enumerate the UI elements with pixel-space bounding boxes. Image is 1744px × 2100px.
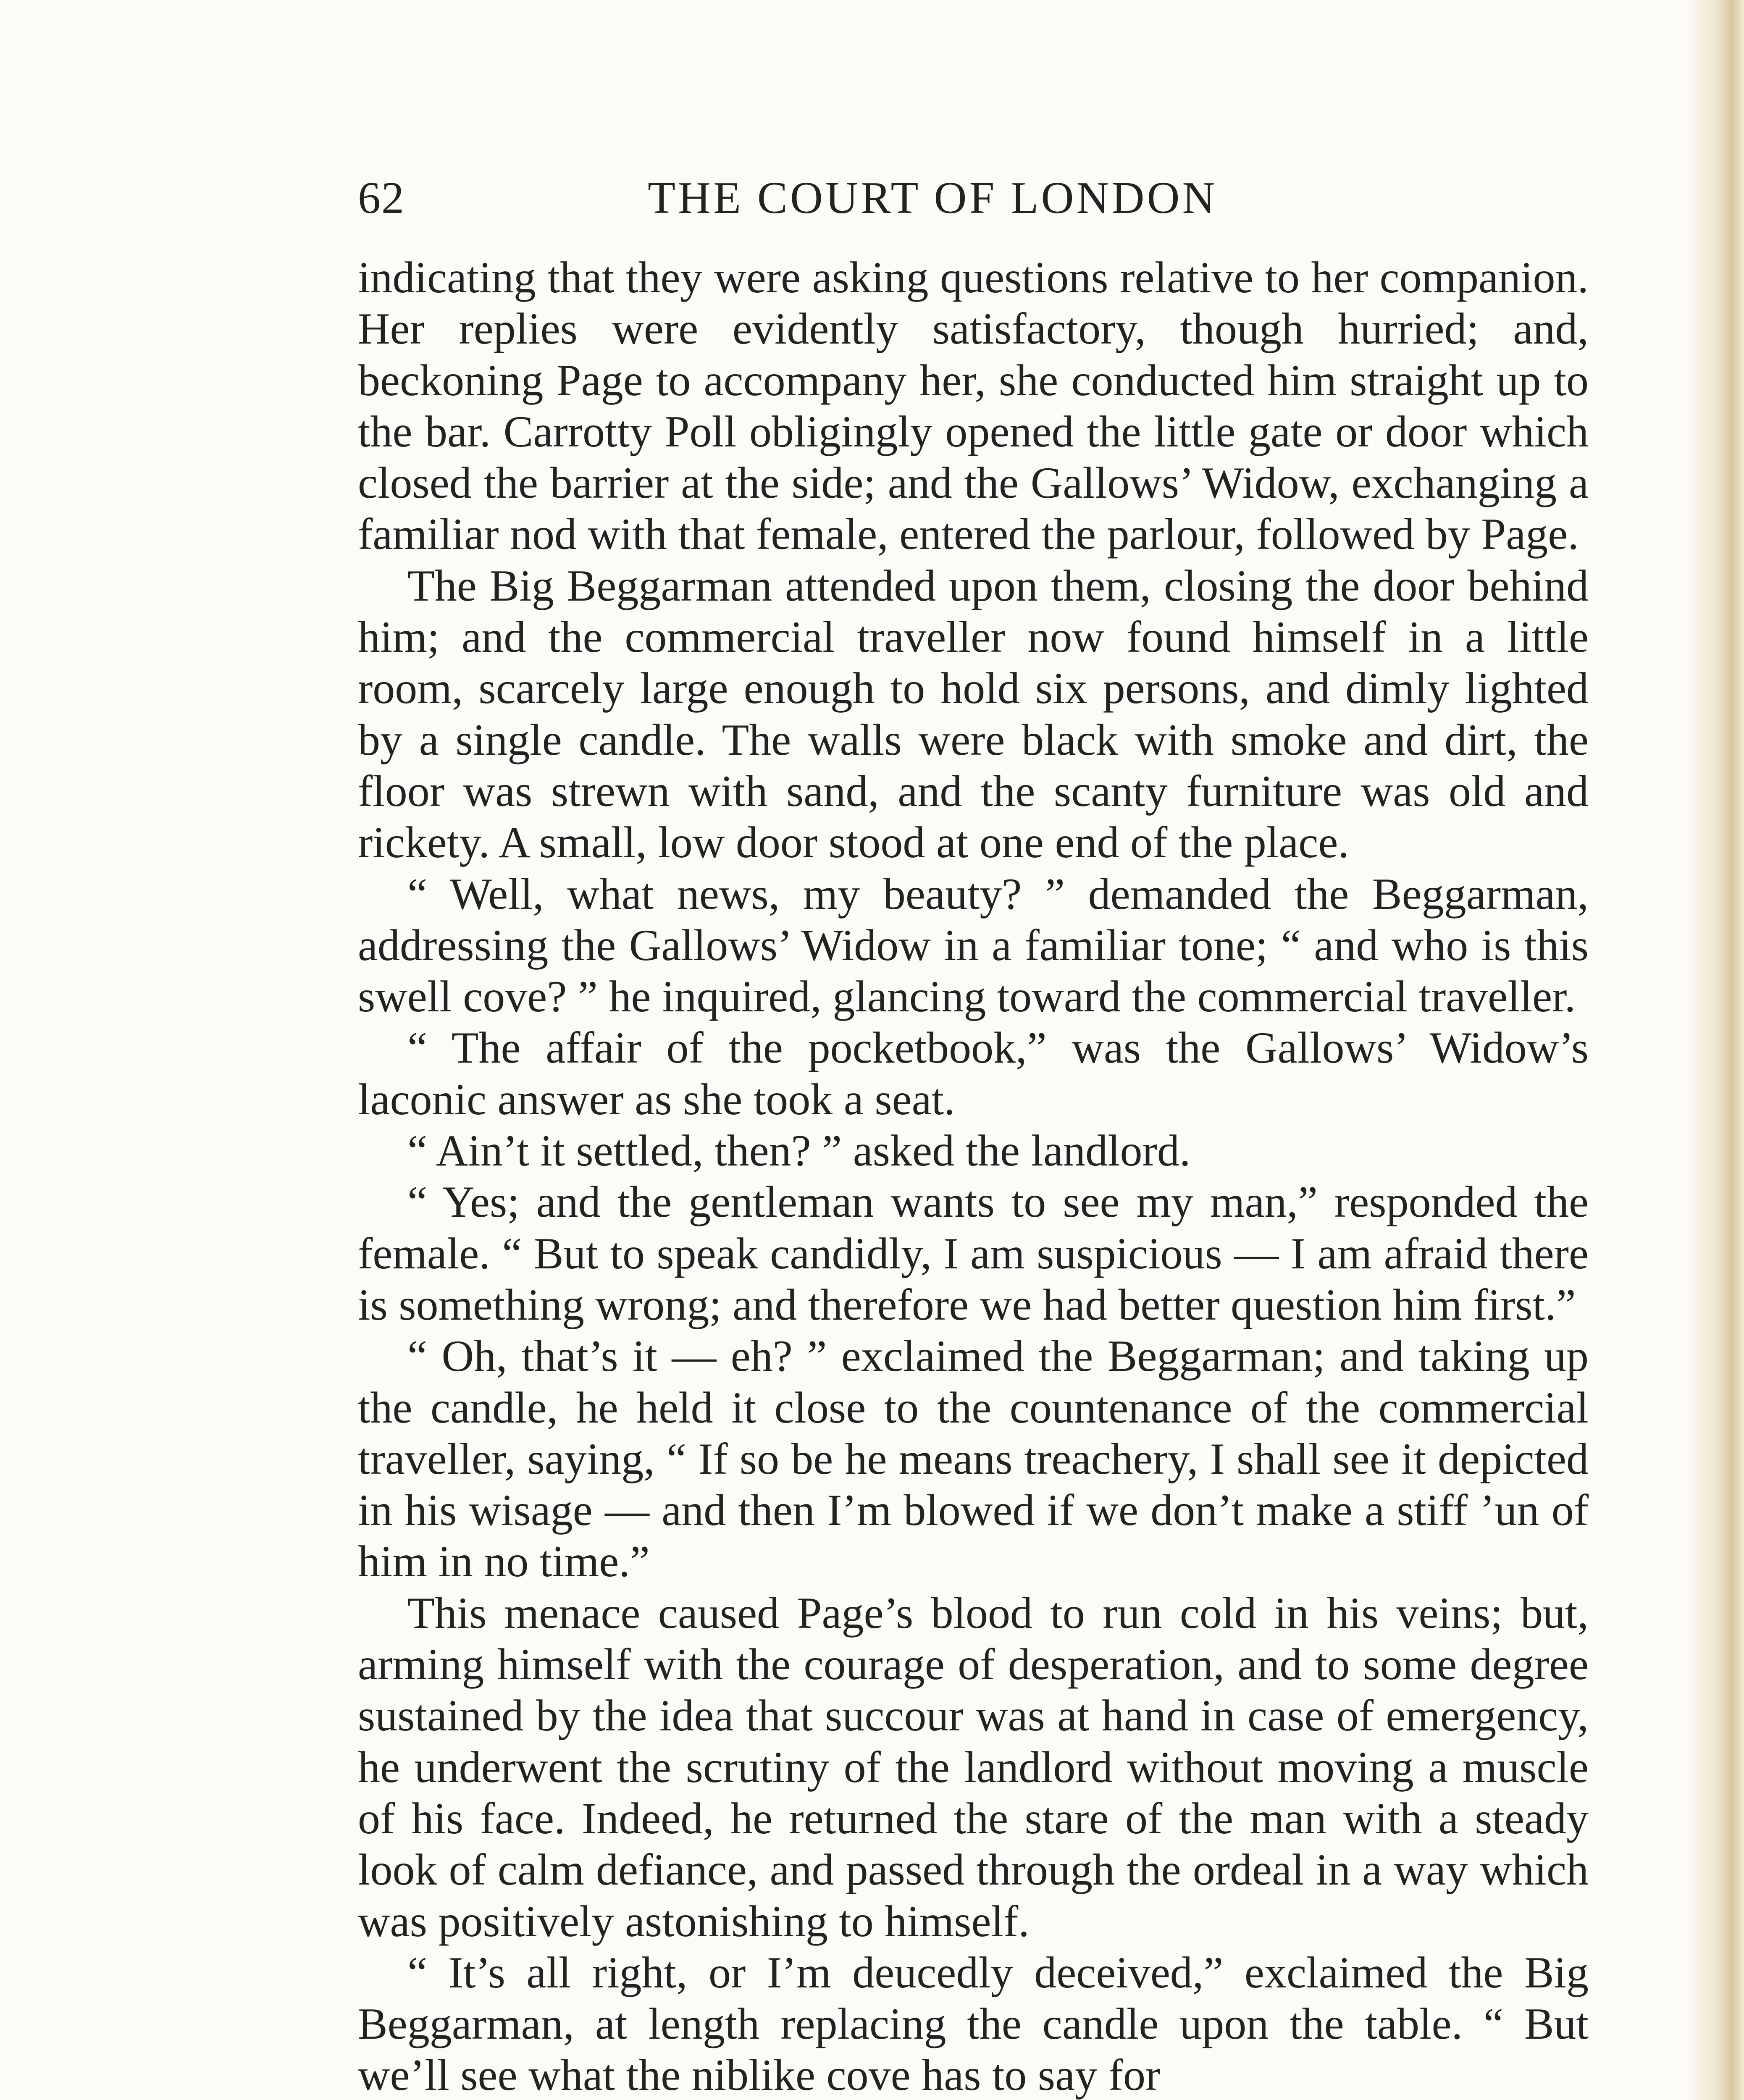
paragraph-3: “ Well, what news, my beauty? ” demanded the Beggarman, addressing the Gallows’ Widow in a familiar tone; “ and who is this swell cove? ” he inquired, glancing toward the commercial traveller. bbox=[358, 869, 1589, 1021]
paragraph-1: indicating that they were asking questions relative to her companion. Her replies were evidently satisfactory, though hurried; and, beckoning Page to accompany her, she conducted him straight up to the bar. Carrotty Poll obligingly opened the little gate or door which closed the barrier at the side; and the Gallows’ Widow, exchanging a familiar nod with that female, entered the parlour, followed by Page. bbox=[358, 253, 1589, 559]
running-head bbox=[358, 165, 1589, 240]
paragraph-6: “ Yes; and the gentleman wants to see my man,” responded the female. “ But to speak candidly, I am suspicious — I am afraid there is something wrong; and therefore we had better question him first.” bbox=[358, 1177, 1589, 1329]
paragraph-8: This menace caused Page’s blood to run cold in his veins; but, arming himself with the courage of desperation, and to some degree sustained by the idea that succour was at hand in case of emergency, he underwent the scrutiny of the landlord without moving a muscle of his face. Indeed, he returned the stare of the man with a steady look of calm defiance, and passed through the ordeal in a way which was positively astonishing to himself. bbox=[358, 1588, 1589, 1946]
paragraph-9: “ It’s all right, or I’m deucedly deceived,” exclaimed the Big Beggarman, at length replacing the candle upon the table. “ But we’ll see what the niblike cove has to say for bbox=[358, 1948, 1589, 2100]
paragraph-4: “ The affair of the pocketbook,” was the Gallows’ Widow’s laconic answer as she took a seat. bbox=[358, 1023, 1589, 1124]
paragraph-5: “ Ain’t it settled, then? ” asked the landlord. bbox=[407, 1126, 1191, 1176]
paragraph-2: The Big Beggarman attended upon them, closing the door behind him; and the commercial traveller now found himself in a little room, scarcely large enough to hold six persons, and dimly lighted by a single candle. The walls were black with smoke and dirt, the floor was strewn with sand, and the scanty furniture was old and rickety. A small, low door stood at one end of the place. bbox=[358, 561, 1589, 867]
page-number: 62 bbox=[358, 173, 405, 223]
running-title: THE COURT OF LONDON bbox=[648, 173, 1218, 223]
body-text bbox=[358, 252, 1589, 2100]
paragraph-7: “ Oh, that’s it — eh? ” exclaimed the Beggarman; and taking up the candle, he held it close to the countenance of the commercial traveller, saying, “ If so be he means treachery, I shall see it depicted in his wisage — and then I’m blowed if we don’t make a stiff ’un of him in no time.” bbox=[358, 1331, 1589, 1586]
page-edge-shadow bbox=[1685, 0, 1744, 2100]
